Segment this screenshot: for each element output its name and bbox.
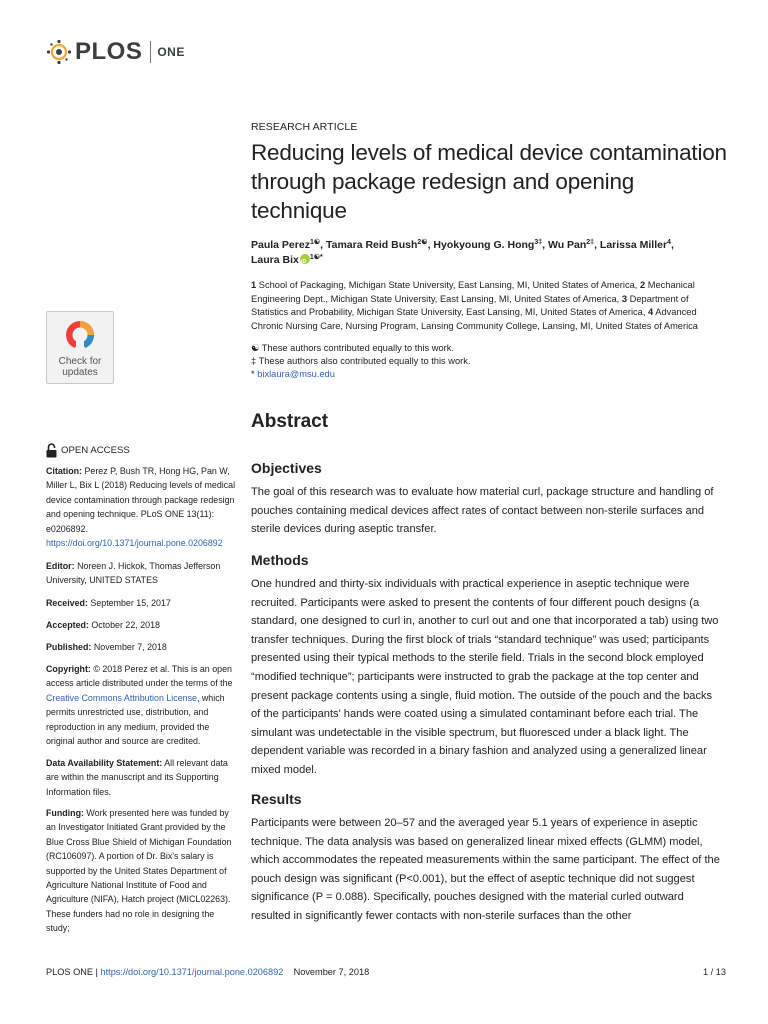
plos-wordmark: PLOS xyxy=(75,38,143,65)
copyright-text-end: , which permits unrestricted use, distribution, and reproduction in any medium, provided the original author and source are credited. xyxy=(46,692,225,747)
objectives-section xyxy=(251,460,726,539)
corresponding-mark: * xyxy=(251,368,255,379)
data-availability-text: All relevant data are within the manuscript and its Supporting Information files. xyxy=(46,758,228,797)
crossmark-icon xyxy=(64,319,96,353)
funding-text: Work presented here was funded by an Investigator Initiated Grant provided by the Blue Cross Blue Shield of Michigan Foundation (RC106097). A portion of Dr. Bix's salary is supported by the United States Department of Agriculture National Institute of Food and Agriculture (NIFA), Hatch project (MICL02263). These funders had no role in designing the study; xyxy=(46,808,232,934)
author-name[interactable]: Tamara Reid Bush xyxy=(325,239,418,251)
author-affil-mark: 4 xyxy=(667,239,671,246)
affil-text: Mechanical Engineering Dept., Michigan State University, East Lansing, MI, United States of America, xyxy=(251,280,695,304)
open-lock-icon xyxy=(46,443,57,458)
copyright-block xyxy=(46,662,236,748)
objectives-text: The goal of this research was to evaluate how material curl, package structure and handling of pouches containing medical devices affect rates of contact between non-sterile surfaces and sterile devices during aseptic transfer. xyxy=(251,486,714,536)
author-name[interactable]: Hyokyoung G. Hong xyxy=(433,239,535,251)
article-title: Reducing levels of medical device contamination through package redesign and opening technique xyxy=(251,140,727,223)
data-availability-block xyxy=(46,756,236,799)
methods-section xyxy=(251,552,726,780)
citation-doi-link[interactable]: https://doi.org/10.1371/journal.pone.0206892 xyxy=(46,538,223,549)
affil-num: 3 xyxy=(621,293,628,304)
results-text: Participants were between 20–57 and the averaged year 5.1 years of experience in aseptic technique. The data analysis was based on generalized linear mixed effects (GLMM) model, which accommodates the repeated measurements within the same participant. The effect of the pouch design was significant (P<0.001), but the effect of aseptic technique did not suggest significance (P = 0.088). Specifically, pouches designed with the material curled outward resulted in significantly fewer contacts with non-sterile surfaces than the other xyxy=(251,817,720,922)
footer-date: November 7, 2018 xyxy=(293,967,370,977)
citation-block xyxy=(46,464,236,550)
open-access-label: OPEN ACCESS xyxy=(61,445,130,456)
corresponding-author-note xyxy=(251,368,726,381)
affil-num: 2 xyxy=(639,280,646,290)
author-name[interactable]: Laura Bix xyxy=(251,254,299,266)
abstract-heading: Abstract xyxy=(251,411,329,432)
accepted-block xyxy=(46,618,236,632)
citation-text: Perez P, Bush TR, Hong HG, Pan W, Miller L, Bix L (2018) Reducing levels of medical device contamination through package redesign and opening technique. PLoS ONE 13(11): e0206892. xyxy=(46,466,236,534)
footer-journal: PLOS ONE | xyxy=(46,967,98,977)
cc-license-link[interactable]: Creative Commons Attribution License xyxy=(46,692,197,703)
author-name[interactable]: Wu Pan xyxy=(547,239,587,251)
published-block xyxy=(46,640,236,654)
author-affil-mark: 1☯* xyxy=(309,254,323,261)
logo-divider xyxy=(150,41,151,63)
author-affil-mark: 2☯ xyxy=(417,239,428,246)
funding-block xyxy=(46,806,236,936)
author-name[interactable]: Paula Perez xyxy=(251,239,310,251)
plos-logo-icon xyxy=(46,39,72,65)
affil-text: Department of Statistics and Probability, Michigan State University, East Lansing, MI, United States of America, xyxy=(251,293,689,318)
affil-num: 1 xyxy=(251,280,257,290)
methods-heading: Methods xyxy=(251,552,309,568)
results-heading: Results xyxy=(251,791,302,807)
editor-block xyxy=(46,559,236,588)
accepted-date: October 22, 2018 xyxy=(91,620,160,630)
received-date: September 15, 2017 xyxy=(90,598,171,608)
check-for-updates-badge[interactable] xyxy=(46,311,114,384)
copyright-label: Copyright: xyxy=(46,664,91,674)
author-notes xyxy=(251,342,726,380)
plos-one-logo xyxy=(46,37,185,67)
author-name[interactable]: Larissa Miller xyxy=(599,239,668,251)
data-availability-label: Data Availability Statement: xyxy=(46,758,163,768)
results-section xyxy=(251,791,726,926)
footer-doi-link[interactable]: https://doi.org/10.1371/journal.pone.0206892 xyxy=(100,967,284,977)
received-label: Received: xyxy=(46,598,88,608)
objectives-heading: Objectives xyxy=(251,460,322,476)
citation-label: Citation: xyxy=(46,466,82,476)
orcid-icon[interactable] xyxy=(300,254,310,264)
affiliations xyxy=(251,279,726,333)
editor-label: Editor: xyxy=(46,561,75,571)
author-affil-mark: 1☯ xyxy=(309,239,321,246)
copyright-text: © 2018 Perez et al. This is an open access article distributed under the terms of the xyxy=(46,664,233,689)
page-number: 1 / 13 xyxy=(703,967,726,977)
editor-text: Noreen J. Hickok, Thomas Jefferson University, UNITED STATES xyxy=(46,561,221,586)
open-access-badge xyxy=(46,443,130,458)
author-affil-mark: 2‡ xyxy=(586,239,595,246)
equal-contribution-note: ☯ These authors contributed equally to this work. xyxy=(251,343,454,353)
author-list: Paula Perez$^{1☯}$, Tamara Reid Bush$^{2☯}$, Hyokyoung G. Hong$^{3\ddagger}$, Wu Pan$^{2\ddagger}$, Larissa Miller$^4$, Laura BixiD $^{1☯*}$ xyxy=(251,238,731,268)
page-footer xyxy=(46,967,726,977)
email-link[interactable]: bixlaura@msu.edu xyxy=(257,368,335,379)
affil-text: Advanced Chronic Nursing Care, Nursing Program, Lansing Community College, Lansing, MI, United States of America xyxy=(251,307,698,331)
affil-num: 4 xyxy=(648,307,654,318)
received-block xyxy=(46,596,236,610)
affil-text: School of Packaging, Michigan State University, East Lansing, MI, United States of America, xyxy=(258,280,638,290)
funding-label: Funding: xyxy=(46,808,84,818)
accepted-label: Accepted: xyxy=(46,620,89,630)
article-type: RESEARCH ARTICLE xyxy=(251,121,358,133)
published-date: November 7, 2018 xyxy=(93,642,167,652)
methods-text: One hundred and thirty-six individuals with practical experience in aseptic technique were recruited. Participants were asked to present the contents of four different pouch designs (a standard, one designed to curl in, another to curl out and one that incorporated a tab) using two transfer techniques. During the first block of trials “standard technique” was used; participants presented using their typical methods to the sterile field. Trials in the second block employed “modified technique”; participants were instructed to grab the package at the top center and present package contents using a single, fluid motion. The outside of the pouch and the backs of the participants' hands were coated using a simulated contaminant before each trial. The simulant was undetectable in the visible spectrum, but fluoresced under a black light. The dependent variable was recorded in a binary fashion and analyzed using a generalized linear mixed model. xyxy=(251,578,719,776)
one-wordmark: ONE xyxy=(157,45,185,59)
check-for-updates-label: Check for updates xyxy=(58,356,102,378)
author-affil-mark: 3‡ xyxy=(534,239,543,246)
published-label: Published: xyxy=(46,642,92,652)
also-equal-contribution-note: ‡ These authors also contributed equally to this work. xyxy=(251,355,471,366)
